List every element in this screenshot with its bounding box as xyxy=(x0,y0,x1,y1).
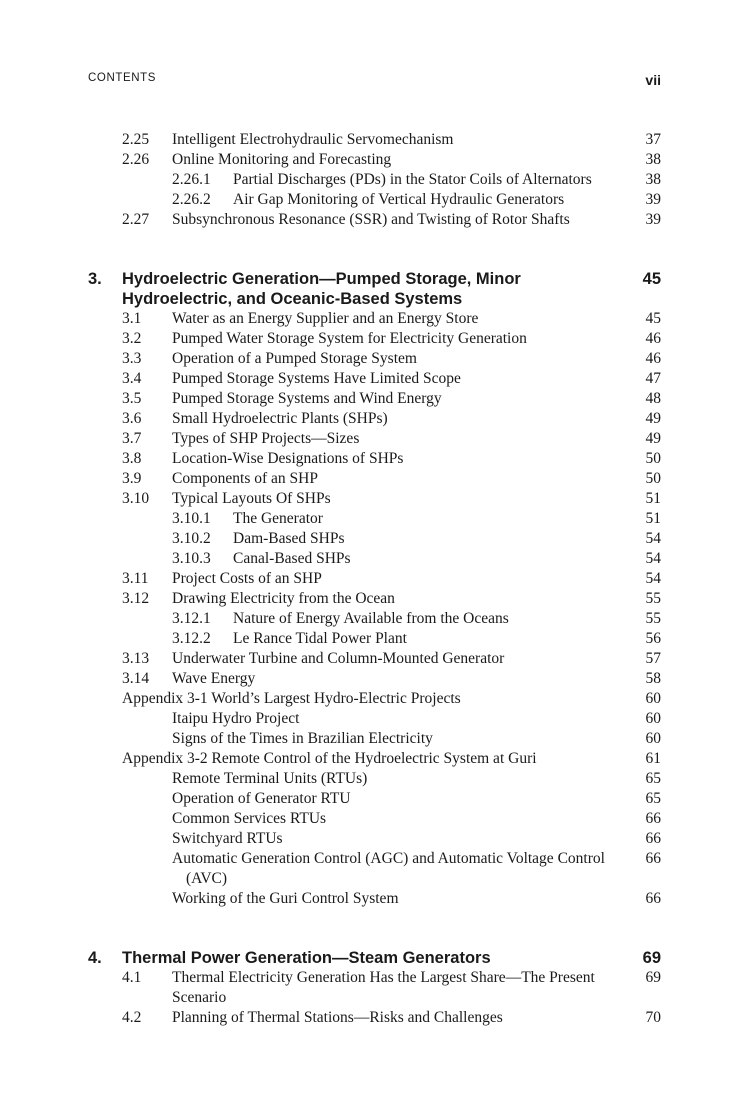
toc-entry[interactable] xyxy=(0,829,735,849)
entry-title[interactable]: Le Rance Tidal Power Plant xyxy=(233,630,407,647)
entry-number: 3.3 xyxy=(122,350,142,367)
entry-title[interactable]: Thermal Power Generation—Steam Generators xyxy=(122,949,491,967)
entry-title[interactable]: Operation of Generator RTU xyxy=(172,790,351,807)
toc-entry[interactable] xyxy=(0,429,735,449)
entry-number: 3.12 xyxy=(122,590,150,607)
entry-number: 3.4 xyxy=(122,370,142,387)
entry-title[interactable]: Signs of the Times in Brazilian Electricity xyxy=(172,730,433,747)
toc-entry[interactable] xyxy=(0,889,735,909)
entry-title[interactable]: Pumped Storage Systems Have Limited Scope xyxy=(172,370,461,387)
entry-page-number: 47 xyxy=(645,370,661,387)
entry-number: 3.10.1 xyxy=(172,510,211,527)
entry-page-number: 51 xyxy=(645,510,661,527)
toc-chapter[interactable] xyxy=(0,948,735,968)
entry-number: 3.13 xyxy=(122,650,150,667)
toc-entry[interactable] xyxy=(0,769,735,789)
entry-page-number: 38 xyxy=(645,171,661,188)
entry-number: 2.26.1 xyxy=(172,171,211,188)
toc-entry[interactable] xyxy=(0,809,735,829)
toc-entry[interactable] xyxy=(0,569,735,589)
toc-entry[interactable] xyxy=(0,389,735,409)
running-head: CONTENTS xyxy=(88,72,157,84)
entry-number: 3.11 xyxy=(122,570,149,587)
entry-page-number: 65 xyxy=(645,790,661,807)
toc-chapter[interactable] xyxy=(0,269,735,309)
table-of-contents xyxy=(0,130,735,1028)
entry-page-number: 56 xyxy=(645,630,661,647)
entry-page-number: 54 xyxy=(645,530,661,547)
entry-number: 2.27 xyxy=(122,211,150,228)
entry-page-number: 60 xyxy=(645,730,661,747)
toc-entry[interactable] xyxy=(0,789,735,809)
entry-page-number: 45 xyxy=(645,310,661,327)
entry-page-number: 46 xyxy=(645,330,661,347)
toc-entry[interactable] xyxy=(0,309,735,329)
entry-title[interactable]: Dam-Based SHPs xyxy=(233,530,345,547)
entry-title[interactable]: Project Costs of an SHP xyxy=(172,570,322,587)
toc-entry[interactable] xyxy=(0,968,735,1008)
entry-title[interactable]: Subsynchronous Resonance (SSR) and Twisting of Rotor Shafts xyxy=(172,211,570,228)
entry-title[interactable]: Nature of Energy Available from the Oceans xyxy=(233,610,509,627)
toc-entry[interactable] xyxy=(0,609,735,629)
entry-page-number: 50 xyxy=(645,450,661,467)
entry-title[interactable]: Small Hydroelectric Plants (SHPs) xyxy=(172,410,388,427)
entry-number: 3.10.2 xyxy=(172,530,211,547)
entry-number: 3.10 xyxy=(122,490,150,507)
entry-page-number: 60 xyxy=(645,710,661,727)
entry-title[interactable]: Canal-Based SHPs xyxy=(233,550,351,567)
entry-number: 3.12.1 xyxy=(172,610,211,627)
entry-page-number: 70 xyxy=(645,1009,661,1026)
toc-entry[interactable] xyxy=(0,709,735,729)
toc-entry[interactable] xyxy=(0,369,735,389)
toc-entry[interactable] xyxy=(0,589,735,609)
entry-page-number: 66 xyxy=(645,850,661,867)
entry-title[interactable]: Common Services RTUs xyxy=(172,810,327,827)
entry-number: 3.7 xyxy=(122,430,142,447)
entry-number: 2.26.2 xyxy=(172,191,211,208)
entry-title[interactable]: Types of SHP Projects—Sizes xyxy=(172,430,360,447)
toc-entry[interactable] xyxy=(0,170,735,190)
entry-title[interactable]: Switchyard RTUs xyxy=(172,830,283,847)
entry-number: 4.1 xyxy=(122,969,142,986)
entry-number: 3.2 xyxy=(122,330,142,347)
toc-entry[interactable] xyxy=(0,469,735,489)
entry-title[interactable]: Hydroelectric Generation—Pumped Storage, Minor Hydroelectric, and Oceanic-Based Systems xyxy=(122,270,521,308)
entry-title[interactable]: Pumped Storage Systems and Wind Energy xyxy=(172,390,442,407)
entry-number: 4.2 xyxy=(122,1009,142,1026)
entry-number: 4. xyxy=(88,949,102,967)
entry-page-number: 49 xyxy=(645,410,661,427)
entry-number: 3.1 xyxy=(122,310,142,327)
entry-title[interactable]: Air Gap Monitoring of Vertical Hydraulic Generators xyxy=(233,191,565,208)
entry-page-number: 54 xyxy=(645,550,661,567)
entry-page-number: 65 xyxy=(645,770,661,787)
entry-page-number: 69 xyxy=(645,969,661,986)
entry-page-number: 55 xyxy=(645,590,661,607)
entry-page-number: 66 xyxy=(645,810,661,827)
entry-number: 3. xyxy=(88,270,102,288)
entry-page-number: 54 xyxy=(645,570,661,587)
toc-entry[interactable] xyxy=(0,449,735,469)
entry-page-number: 60 xyxy=(645,690,661,707)
entry-page-number: 49 xyxy=(645,430,661,447)
toc-entry[interactable] xyxy=(0,529,735,549)
toc-entry[interactable] xyxy=(0,489,735,509)
entry-title[interactable]: Remote Terminal Units (RTUs) xyxy=(172,770,368,787)
entry-number: 3.10.3 xyxy=(172,550,211,567)
entry-page-number: 55 xyxy=(645,610,661,627)
toc-entry[interactable] xyxy=(0,749,735,769)
entry-number: 3.5 xyxy=(122,390,142,407)
entry-title[interactable]: Intelligent Electrohydraulic Servomechanism xyxy=(172,131,454,148)
entry-page-number: 45 xyxy=(642,270,661,288)
toc-entry[interactable] xyxy=(0,409,735,429)
entry-title[interactable]: Planning of Thermal Stations—Risks and Challenges xyxy=(172,1009,503,1026)
entry-title[interactable]: Itaipu Hydro Project xyxy=(172,710,300,727)
toc-entry[interactable] xyxy=(0,329,735,349)
entry-page-number: 48 xyxy=(645,390,661,407)
toc-entry[interactable] xyxy=(0,130,735,150)
entry-page-number: 39 xyxy=(645,191,661,208)
entry-number: 3.8 xyxy=(122,450,142,467)
entry-page-number: 58 xyxy=(645,670,661,687)
entry-page-number: 50 xyxy=(645,470,661,487)
entry-title[interactable]: Automatic Generation Control (AGC) and Automatic Voltage Control (AVC) xyxy=(172,850,605,887)
entry-title[interactable]: Drawing Electricity from the Ocean xyxy=(172,590,395,607)
entry-page-number: 66 xyxy=(645,830,661,847)
toc-entry[interactable] xyxy=(0,849,735,889)
entry-page-number: 46 xyxy=(645,350,661,367)
entry-title[interactable]: Water as an Energy Supplier and an Energy Store xyxy=(172,310,479,327)
entry-title[interactable]: Online Monitoring and Forecasting xyxy=(172,151,392,168)
toc-entry[interactable] xyxy=(0,509,735,529)
toc-entry[interactable] xyxy=(0,649,735,669)
entry-number: 2.26 xyxy=(122,151,150,168)
entry-number: 3.6 xyxy=(122,410,142,427)
entry-title[interactable]: Partial Discharges (PDs) in the Stator Coils of Alternators xyxy=(233,171,592,188)
toc-entry[interactable] xyxy=(0,729,735,749)
entry-page-number: 57 xyxy=(645,650,661,667)
entry-title[interactable]: Wave Energy xyxy=(172,670,256,687)
toc-entry[interactable] xyxy=(0,629,735,649)
toc-entry[interactable] xyxy=(0,549,735,569)
entry-page-number: 51 xyxy=(645,490,661,507)
entry-title[interactable]: Thermal Electricity Generation Has the Largest Share—The Present Scenario xyxy=(172,969,595,1006)
entry-title[interactable]: Appendix 3-2 Remote Control of the Hydroelectric System at Guri xyxy=(122,750,537,767)
entry-number: 3.9 xyxy=(122,470,142,487)
toc-entry[interactable] xyxy=(0,150,735,170)
entry-number: 2.25 xyxy=(122,131,150,148)
entry-title[interactable]: Working of the Guri Control System xyxy=(172,890,399,907)
entry-number: 3.12.2 xyxy=(172,630,211,647)
entry-title[interactable]: Underwater Turbine and Column-Mounted Generator xyxy=(172,650,505,667)
toc-entry[interactable] xyxy=(0,190,735,210)
entry-title[interactable]: Operation of a Pumped Storage System xyxy=(172,350,417,367)
entry-title[interactable]: The Generator xyxy=(233,510,323,527)
entry-title[interactable]: Components of an SHP xyxy=(172,470,318,487)
entry-title[interactable]: Location-Wise Designations of SHPs xyxy=(172,450,404,467)
entry-title[interactable]: Pumped Water Storage System for Electricity Generation xyxy=(172,330,527,347)
page-number: vii xyxy=(645,72,661,88)
toc-entry[interactable] xyxy=(0,669,735,689)
toc-entry[interactable] xyxy=(0,349,735,369)
entry-page-number: 37 xyxy=(645,131,661,148)
entry-page-number: 66 xyxy=(645,890,661,907)
toc-entry[interactable] xyxy=(0,210,735,230)
toc-entry[interactable] xyxy=(0,1008,735,1028)
entry-page-number: 61 xyxy=(645,750,661,767)
entry-title[interactable]: Typical Layouts Of SHPs xyxy=(172,490,331,507)
entry-page-number: 69 xyxy=(642,949,661,967)
entry-title[interactable]: Appendix 3-1 World’s Largest Hydro-Electric Projects xyxy=(122,690,461,707)
toc-entry[interactable] xyxy=(0,689,735,709)
entry-page-number: 38 xyxy=(645,151,661,168)
entry-page-number: 39 xyxy=(645,211,661,228)
entry-number: 3.14 xyxy=(122,670,150,687)
